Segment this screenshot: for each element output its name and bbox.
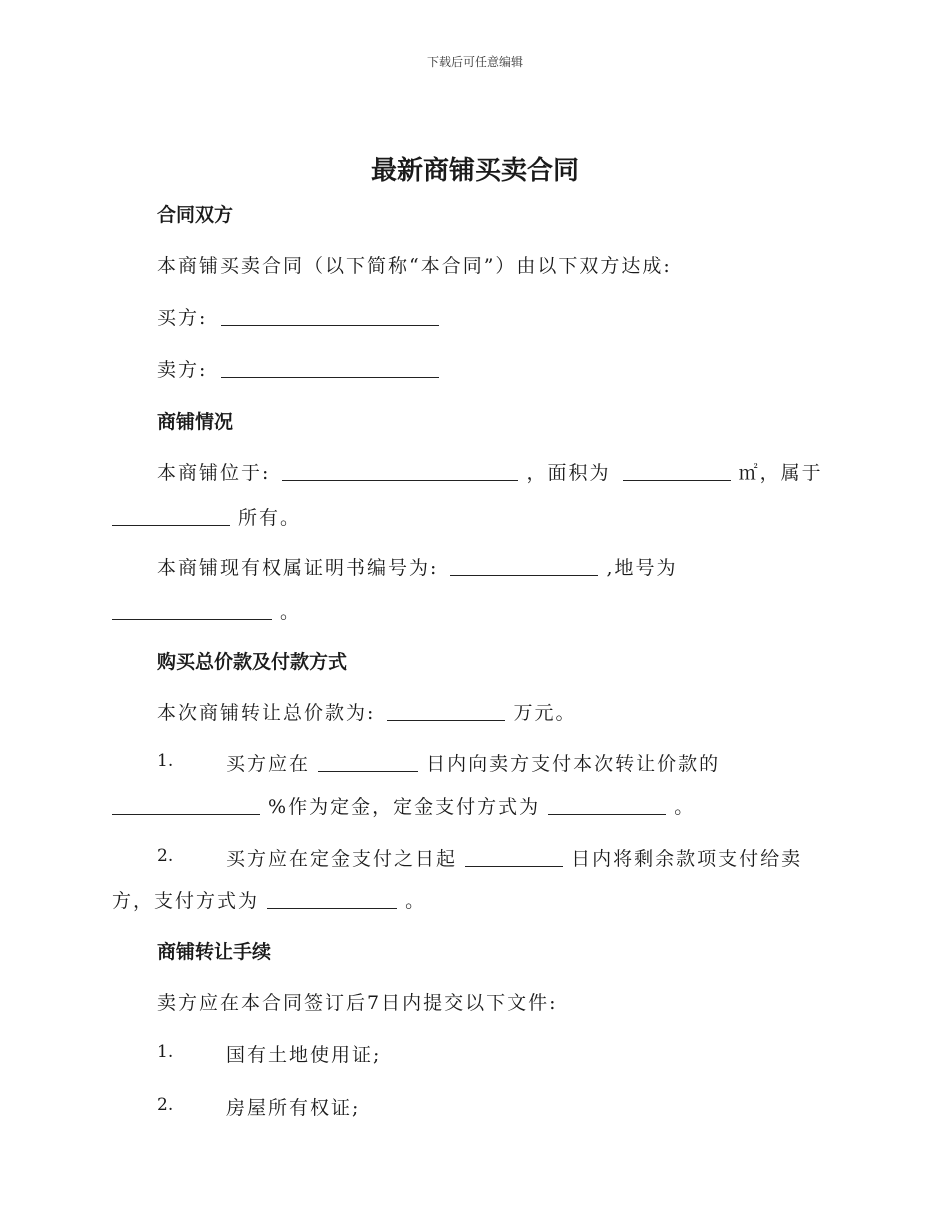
deposit-days-label: 买方应在 [226, 753, 311, 775]
lot-label: ,地号为 [606, 557, 678, 579]
section-heading-shop: 商铺情况 [157, 411, 234, 433]
document-title: 最新商铺买卖合同 [370, 156, 579, 186]
transfer-item-2-number: 2. [157, 1095, 174, 1115]
transfer-intro: 卖方应在本合同签订后7日内提交以下文件: [157, 992, 558, 1014]
owner-blank[interactable] [112, 506, 230, 526]
transfer-item-1: 国有土地使用证; [226, 1044, 382, 1066]
buyer-label: 买方: [157, 307, 208, 329]
payment-item-2-number: 2. [157, 846, 174, 866]
total-price-blank[interactable] [387, 701, 505, 721]
certificate-line [157, 553, 678, 580]
total-price-line [157, 698, 577, 725]
deposit-suffix: 。 [674, 796, 696, 818]
total-price-unit: 万元。 [513, 702, 577, 724]
transfer-item-2: 房屋所有权证; [226, 1097, 361, 1119]
balance-desc: 日内将剩余款项支付给卖 [571, 848, 803, 870]
location-label: 本商铺位于: [157, 462, 271, 484]
seller-blank[interactable] [221, 358, 439, 378]
buyer-blank[interactable] [221, 306, 439, 326]
buyer-line [157, 303, 439, 330]
seller-label: 卖方: [157, 359, 208, 381]
deposit-desc: 日内向卖方支付本次转让价款的 [426, 753, 721, 775]
deposit-percent-blank[interactable] [112, 795, 260, 815]
deposit-method-label: %作为定金，定金支付方式为 [268, 796, 541, 818]
owner-suffix: 所有。 [238, 507, 302, 529]
balance-days-blank[interactable] [465, 847, 563, 867]
shop-owner-line [112, 503, 301, 530]
deposit-days-blank[interactable] [318, 752, 418, 772]
payment-item-1-line [226, 749, 720, 776]
deposit-method-blank[interactable] [548, 795, 666, 815]
payment-item-1-line-2 [112, 792, 695, 819]
area-blank[interactable] [623, 461, 731, 481]
certificate-label: 本商铺现有权属证明书编号为: [157, 557, 439, 579]
section-heading-parties: 合同双方 [157, 204, 234, 226]
lot-blank[interactable] [112, 600, 272, 620]
section-heading-payment: 购买总价款及付款方式 [157, 651, 348, 673]
seller-line [157, 355, 439, 382]
payment-item-2-line [226, 844, 802, 871]
certificate-blank[interactable] [450, 556, 598, 576]
shop-location-line [157, 458, 823, 485]
total-price-label: 本次商铺转让总价款为: [157, 702, 376, 724]
balance-method-blank[interactable] [267, 889, 397, 909]
transfer-item-1-number: 1. [157, 1042, 174, 1062]
location-blank[interactable] [282, 461, 518, 481]
owner-label: ㎡，属于 [738, 462, 823, 484]
payment-item-2-line-2 [112, 886, 426, 913]
balance-suffix: 。 [405, 890, 427, 912]
header-note: 下载后可任意编辑 [426, 55, 523, 69]
payment-item-1-number: 1. [157, 751, 174, 771]
parties-intro: 本商铺买卖合同（以下简称“本合同”）由以下双方达成: [157, 255, 672, 277]
area-label: ，面积为 [526, 462, 611, 484]
balance-method-label: 方，支付方式为 [112, 890, 260, 912]
balance-days-label: 买方应在定金支付之日起 [226, 848, 458, 870]
lot-line [112, 597, 301, 624]
lot-suffix: 。 [280, 601, 302, 623]
section-heading-transfer: 商铺转让手续 [157, 941, 272, 963]
